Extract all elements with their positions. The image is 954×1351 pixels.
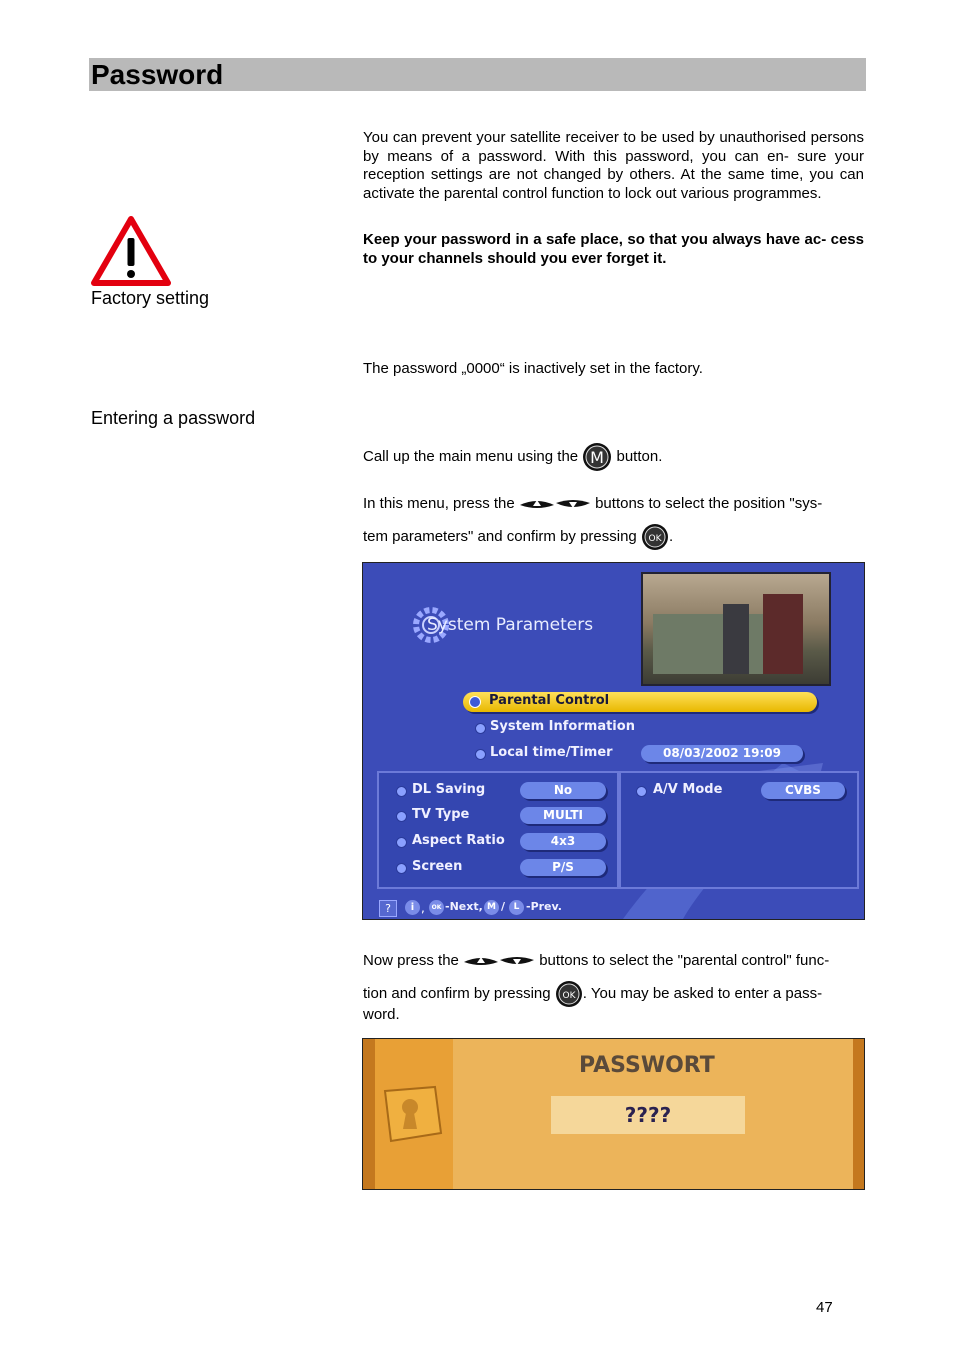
setting-label: DL Saving bbox=[412, 782, 486, 797]
system-parameters-screenshot bbox=[362, 562, 865, 920]
step-3-line-3: word. bbox=[363, 1006, 400, 1023]
radio-icon bbox=[396, 811, 407, 822]
menu-item-local-time[interactable]: Local time/Timer bbox=[490, 745, 613, 760]
back-icon: L bbox=[509, 900, 524, 915]
av-mode-label: A/V Mode bbox=[653, 782, 723, 797]
step-3-text-line2: tion and confirm by pressing bbox=[363, 985, 551, 1002]
intro-paragraph: You can prevent your satellite receiver to be used by unauthorised persons by means of a password. With this password, you can en- sure your reception settings are not changed by others. At the same time, you can activate the parental control function to lock out various programmes. bbox=[363, 129, 864, 202]
footer-comma: , bbox=[421, 901, 425, 915]
step-1-text: Call up the main menu using the bbox=[363, 448, 579, 465]
svg-text:M: M bbox=[590, 448, 605, 468]
step-3-text: Now press the bbox=[363, 952, 459, 969]
footer-prev: -Prev. bbox=[526, 900, 562, 913]
step-3-line-2 bbox=[363, 979, 864, 1009]
video-figure bbox=[763, 594, 803, 674]
setting-value[interactable]: No bbox=[520, 782, 606, 799]
radio-icon bbox=[396, 837, 407, 848]
menu-item-system-information[interactable]: System Information bbox=[490, 719, 635, 734]
step-3-line-1 bbox=[363, 950, 864, 972]
page-title-bar bbox=[89, 58, 866, 91]
entering-password-label: Entering a password bbox=[91, 408, 256, 428]
osd-footer bbox=[363, 897, 864, 919]
video-figure-2 bbox=[723, 604, 749, 674]
pw-left-edge bbox=[363, 1039, 375, 1189]
setting-label: Screen bbox=[412, 859, 463, 874]
info-icon: i bbox=[405, 900, 420, 915]
step-2-line-2 bbox=[363, 522, 864, 552]
setting-label: Aspect Ratio bbox=[412, 833, 505, 848]
password-mask: ???? bbox=[624, 1103, 672, 1127]
step-2-text: In this menu, press the bbox=[363, 495, 515, 512]
radio-icon bbox=[396, 786, 407, 797]
radio-icon bbox=[469, 696, 481, 708]
av-mode-value[interactable]: CVBS bbox=[761, 782, 845, 799]
menu-icon: M bbox=[484, 900, 499, 915]
step-2-line-1 bbox=[363, 493, 864, 515]
footer-slash: / bbox=[501, 900, 506, 913]
datetime-value: 08/03/2002 19:09 bbox=[641, 745, 803, 762]
step-3-text-cont: buttons to select the "parental control" func- bbox=[539, 952, 830, 969]
factory-text: The password „0000“ is inactively set in the factory. bbox=[363, 360, 703, 377]
up-down-arrows-icon bbox=[519, 496, 591, 512]
radio-icon bbox=[636, 786, 647, 797]
password-title: PASSWORT bbox=[579, 1053, 715, 1078]
warning-note: Keep your password in a safe place, so that you always have ac- cess to your channels should you ever forget it. bbox=[363, 231, 864, 267]
factory-setting-label: Factory setting bbox=[91, 288, 210, 308]
svg-text:OK: OK bbox=[648, 534, 662, 545]
pw-right-edge bbox=[853, 1039, 864, 1189]
menu-button-icon bbox=[582, 442, 612, 472]
setting-value[interactable]: P/S bbox=[520, 859, 606, 876]
video-preview bbox=[641, 572, 831, 686]
radio-icon bbox=[396, 863, 407, 874]
password-screenshot bbox=[362, 1038, 865, 1190]
svg-text:OK: OK bbox=[562, 991, 576, 1002]
radio-icon bbox=[475, 749, 486, 760]
ok-button-icon bbox=[555, 980, 583, 1008]
menu-label: Parental Control bbox=[489, 693, 610, 708]
key-lock-icon bbox=[379, 1083, 445, 1145]
help-icon: ? bbox=[379, 900, 397, 917]
ok-icon: OK bbox=[429, 900, 444, 915]
page-number: 47 bbox=[816, 1299, 833, 1316]
password-input[interactable] bbox=[551, 1096, 745, 1134]
footer-next: -Next, bbox=[445, 900, 483, 913]
setting-value[interactable]: 4x3 bbox=[520, 833, 606, 850]
up-down-arrows-icon bbox=[463, 953, 535, 969]
step-2-period: . bbox=[668, 528, 674, 545]
step-3-text-line2-end: . You may be asked to enter a pass- bbox=[582, 985, 823, 1002]
step-2-text-line2: tem parameters" and confirm by pressing bbox=[363, 528, 637, 545]
step-2-text-cont: buttons to select the position "sys- bbox=[595, 495, 823, 512]
setting-label: TV Type bbox=[412, 807, 470, 822]
step-1-text-end: button. bbox=[616, 448, 663, 465]
osd-title: System Parameters bbox=[427, 615, 594, 635]
radio-icon bbox=[475, 723, 486, 734]
warning-triangle-icon bbox=[91, 216, 171, 286]
page-title: Password bbox=[91, 59, 224, 90]
ok-button-icon bbox=[641, 523, 669, 551]
step-1 bbox=[363, 440, 864, 474]
menu-item-parental-control[interactable] bbox=[463, 692, 817, 712]
setting-value[interactable]: MULTI bbox=[520, 807, 606, 824]
